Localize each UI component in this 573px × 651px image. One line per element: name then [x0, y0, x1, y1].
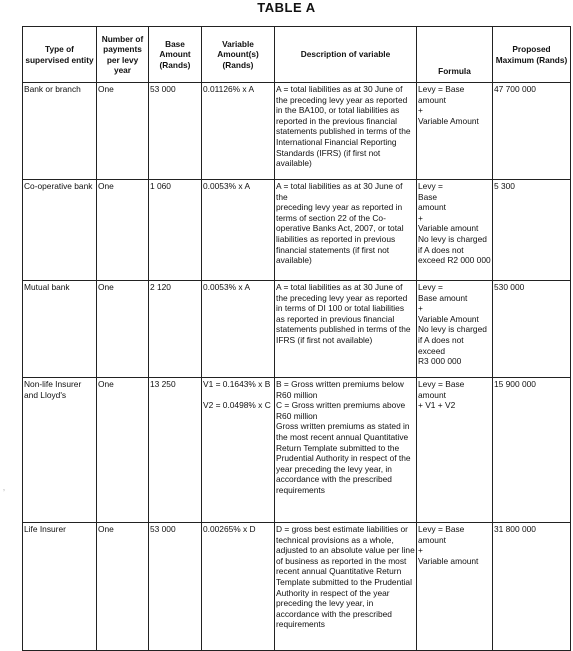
table-row — [23, 523, 571, 651]
cell-maximum: 530 000 — [493, 281, 571, 378]
cell-payments: One — [97, 523, 149, 651]
cell-description: A = total liabilities as at 30 June of the preceding levy year as reported in terms of section 22 of the Co-operative Banks Act, 2007, or total liabilities as reported in previous financial statements (if first not available) — [275, 180, 417, 281]
cell-variable-amount: 0.0053% x A — [202, 281, 275, 378]
cell-entity: Mutual bank — [23, 281, 97, 378]
header-base-amount: Base Amount (Rands) — [149, 27, 202, 83]
cell-formula: Levy = Base amount + Variable Amount No levy is charged if A does not exceed R3 000 000 — [417, 281, 493, 378]
cell-base-amount: 53 000 — [149, 83, 202, 180]
cell-description: B = Gross written premiums below R60 million C = Gross written premiums above R60 million Gross written premiums as stated in the most recent annual Quantitative Return Template submitted to the Prudential Authority in respect of the year preceding the levy year, in accordance with the prescribed requirements — [275, 378, 417, 523]
header-description: Description of variable — [275, 27, 417, 83]
table-row — [23, 180, 571, 281]
cell-description: A = total liabilities as at 30 June of the preceding levy year as reported in terms of DI 100 or total liabilities as reported in previous financial statements published in terms of the IFRS (if first not available) — [275, 281, 417, 378]
table-title: TABLE A — [257, 0, 316, 15]
cell-formula: Levy = Base amount + V1 + V2 — [417, 378, 493, 523]
cell-variable-amount: V1 = 0.1643% x B V2 = 0.0498% x C — [202, 378, 275, 523]
cell-base-amount: 53 000 — [149, 523, 202, 651]
cell-payments: One — [97, 83, 149, 180]
cell-payments: One — [97, 378, 149, 523]
cell-maximum: 31 800 000 — [493, 523, 571, 651]
cell-description: D = gross best estimate liabilities or technical provisions as a whole, adjusted to an absolute value per line of business as reported in the most recent annual Quantitative Return Template submitted to the Prudential Authority in respect of the year preceding the levy year, in accordance with the prescribed requirements — [275, 523, 417, 651]
cell-maximum: 5 300 — [493, 180, 571, 281]
cell-base-amount: 13 250 — [149, 378, 202, 523]
cell-payments: One — [97, 180, 149, 281]
cell-entity: Co-operative bank — [23, 180, 97, 281]
cell-variable-amount: 0.00265% x D — [202, 523, 275, 651]
cell-description: A = total liabilities as at 30 June of the preceding levy year as reported in the BA100, or total liabilities as reported in the previous financial statements published in terms of the International Financial Reporting Standards (IFRS) (if first not available) — [275, 83, 417, 180]
header-entity: Type of supervised entity — [23, 27, 97, 83]
cell-maximum: 15 900 000 — [493, 378, 571, 523]
cell-maximum: 47 700 000 — [493, 83, 571, 180]
cell-formula: Levy = Base amount + Variable Amount — [417, 83, 493, 180]
cell-base-amount: 1 060 — [149, 180, 202, 281]
header-row — [23, 27, 571, 83]
cell-formula: Levy = Base amount + Variable amount No levy is charged if A does not exceed R2 000 000 — [417, 180, 493, 281]
cell-variable-amount: 0.01126% x A — [202, 83, 275, 180]
header-payments: Number of payments per levy year — [97, 27, 149, 83]
cell-payments: One — [97, 281, 149, 378]
table-row — [23, 83, 571, 180]
margin-mark: ʼ — [3, 488, 5, 498]
cell-entity: Life Insurer — [23, 523, 97, 651]
cell-formula: Levy = Base amount + Variable amount — [417, 523, 493, 651]
header-formula: Formula — [417, 27, 493, 83]
header-maximum: Proposed Maximum (Rands) — [493, 27, 571, 83]
table-row — [23, 281, 571, 378]
cell-entity: Non-life Insurer and Lloyd's — [23, 378, 97, 523]
table-row — [23, 378, 571, 523]
cell-variable-amount: 0.0053% x A — [202, 180, 275, 281]
levy-table — [22, 26, 571, 651]
cell-base-amount: 2 120 — [149, 281, 202, 378]
header-variable-amount: Variable Amount(s) (Rands) — [202, 27, 275, 83]
cell-entity: Bank or branch — [23, 83, 97, 180]
